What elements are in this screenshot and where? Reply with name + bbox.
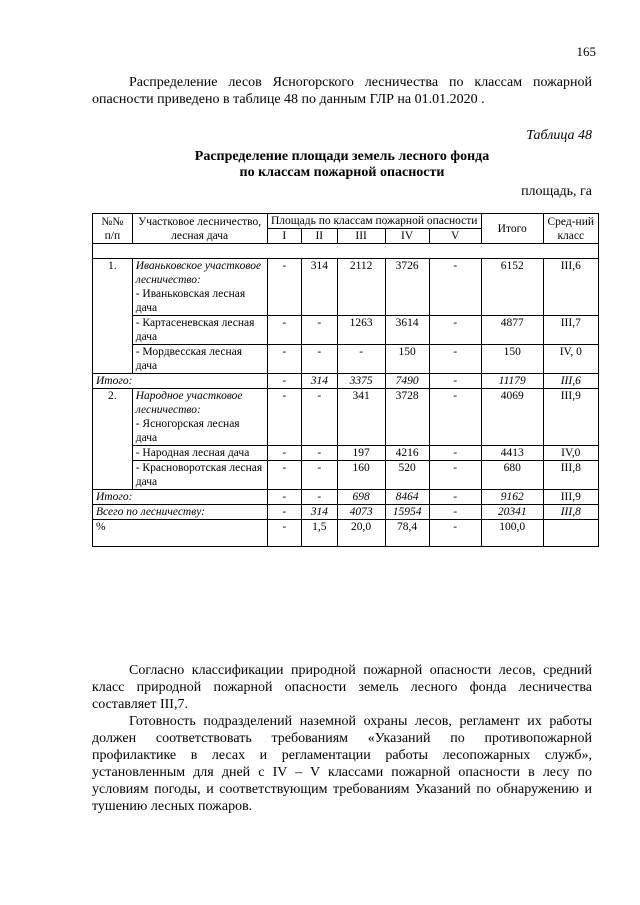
cell-class-4: 15954 [385,505,429,520]
cell-class-2: - [302,461,338,490]
intro-paragraph: Распределение лесов Ясногорского лесничества по классам пожарной опасности приведено в таблице 48 по данным ГЛР на 01.01.2020 . [92,75,592,107]
cell-total: 6152 [481,259,543,316]
header-name: Участковое лесничество, лесная дача [132,214,267,244]
table-title-line2: по классам пожарной опасности [239,165,445,180]
dacha-name: - Иваньковская лесная дача [135,288,246,314]
cell-class-1: - [267,505,301,520]
cell-class-1: - [267,316,301,345]
cell-avg: III,6 [543,259,598,316]
cell-class-2: - [302,490,338,505]
dacha-name: - Ясногорская лесная дача [135,418,240,444]
cell-avg: III,9 [543,389,598,446]
cell-class-5: - [429,389,481,446]
cell-class-5: - [429,520,481,547]
cell-total: 20341 [481,505,543,520]
row-name [132,259,267,316]
header-area-group: Площадь по классам пожарной опасности [267,214,481,229]
cell-avg: IV,0 [543,446,598,461]
cell-total: 9162 [481,490,543,505]
cell-class-3: 160 [337,461,385,490]
cell-class-1: - [267,446,301,461]
group-num: 2. [93,389,133,490]
header-num: №№ п/п [93,214,133,244]
forestry-name: Народное участковое лесничество: [135,390,243,416]
header-avg: Сред-ний класс [543,214,598,244]
table-row [93,345,599,374]
row-name: - Красноворотская лесная дача [132,461,267,490]
cell-total: 680 [481,461,543,490]
forestry-name: Иваньковское участковое лесничество: [135,260,262,286]
cell-class-3: - [337,345,385,374]
cell-class-2: 314 [302,259,338,316]
cell-class-1: - [267,374,301,389]
cell-class-4: 3728 [385,389,429,446]
cell-total: 11179 [481,374,543,389]
cell-class-4: 4216 [385,446,429,461]
subtotal-row [93,490,599,505]
grand-total-label: Всего по лесничеству: [93,505,268,520]
cell-avg: III,7 [543,316,598,345]
table-title [92,149,592,181]
cell-class-3: 4073 [337,505,385,520]
cell-total: 4413 [481,446,543,461]
spacer-row [93,244,599,259]
cell-class-5: - [429,316,481,345]
cell-class-5: - [429,505,481,520]
cell-class-1: - [267,520,301,547]
subtotal-label: Итого: [93,374,268,389]
body-paragraph-2: Готовность подразделений наземной охраны лесов, регламент их работы должен соответствовать требованиям «Указаний по противопожарной профилактике в лесах и регламентации работы лесопожарных служб», установленным для дней с IV – V классами пожарной опасности в лесу по условиям погоды, и соответствующим требованиям Указаний по обнаружению и тушению лесных пожаров. [92,714,592,814]
row-name: - Мордвесская лесная дача [132,345,267,374]
cell-class-5: - [429,259,481,316]
table-row [93,461,599,490]
header-class-5: V [429,229,481,244]
cell-class-1: - [267,345,301,374]
cell-class-2: 314 [302,374,338,389]
cell-avg: III,8 [543,461,598,490]
cell-avg: III,6 [543,374,598,389]
fire-class-table [92,213,599,547]
row-name: - Народная лесная дача [132,446,267,461]
cell-class-5: - [429,490,481,505]
cell-avg [543,520,598,547]
cell-class-4: 150 [385,345,429,374]
group-num: 1. [93,259,133,374]
header-class-2: II [302,229,338,244]
percent-label: % [93,520,268,547]
table-title-line1: Распределение площади земель лесного фонда [194,149,490,164]
cell-total: 100,0 [481,520,543,547]
cell-class-4: 8464 [385,490,429,505]
cell-class-4: 7490 [385,374,429,389]
cell-class-2: 1,5 [302,520,338,547]
subtotal-label: Итого: [93,490,268,505]
table-row [93,389,599,446]
header-class-3: III [337,229,385,244]
cell-class-4: 78,4 [385,520,429,547]
subtotal-row [93,374,599,389]
cell-class-5: - [429,374,481,389]
cell-class-1: - [267,490,301,505]
table-units: площадь, га [521,184,592,199]
cell-class-5: - [429,345,481,374]
cell-avg: IV, 0 [543,345,598,374]
table-row [93,259,599,316]
header-class-4: IV [385,229,429,244]
cell-class-3: 20,0 [337,520,385,547]
cell-class-4: 3614 [385,316,429,345]
cell-class-2: - [302,345,338,374]
cell-class-3: 341 [337,389,385,446]
cell-class-1: - [267,259,301,316]
cell-avg: III,9 [543,490,598,505]
cell-class-5: - [429,461,481,490]
table-caption: Таблица 48 [526,128,592,143]
cell-class-3: 1263 [337,316,385,345]
cell-class-2: - [302,316,338,345]
row-name [132,389,267,446]
cell-class-3: 197 [337,446,385,461]
cell-avg: III,8 [543,505,598,520]
cell-class-4: 3726 [385,259,429,316]
header-total: Итого [481,214,543,244]
cell-class-1: - [267,461,301,490]
table-row [93,446,599,461]
header-class-1: I [267,229,301,244]
page-number: 165 [576,44,596,59]
percent-row [93,520,599,547]
cell-total: 4069 [481,389,543,446]
cell-class-3: 2112 [337,259,385,316]
cell-class-1: - [267,389,301,446]
cell-class-4: 520 [385,461,429,490]
cell-class-3: 3375 [337,374,385,389]
cell-class-2: - [302,446,338,461]
cell-total: 4877 [481,316,543,345]
row-name: - Картасеневская лесная дача [132,316,267,345]
grand-total-row [93,505,599,520]
cell-class-2: - [302,389,338,446]
cell-class-5: - [429,446,481,461]
cell-class-2: 314 [302,505,338,520]
cell-total: 150 [481,345,543,374]
cell-class-3: 698 [337,490,385,505]
table-row [93,316,599,345]
body-paragraph-1: Согласно классификации природной пожарной опасности лесов, средний класс природной пожарной опасности земель лесного фонда лесничества составляет III,7. [92,663,592,712]
